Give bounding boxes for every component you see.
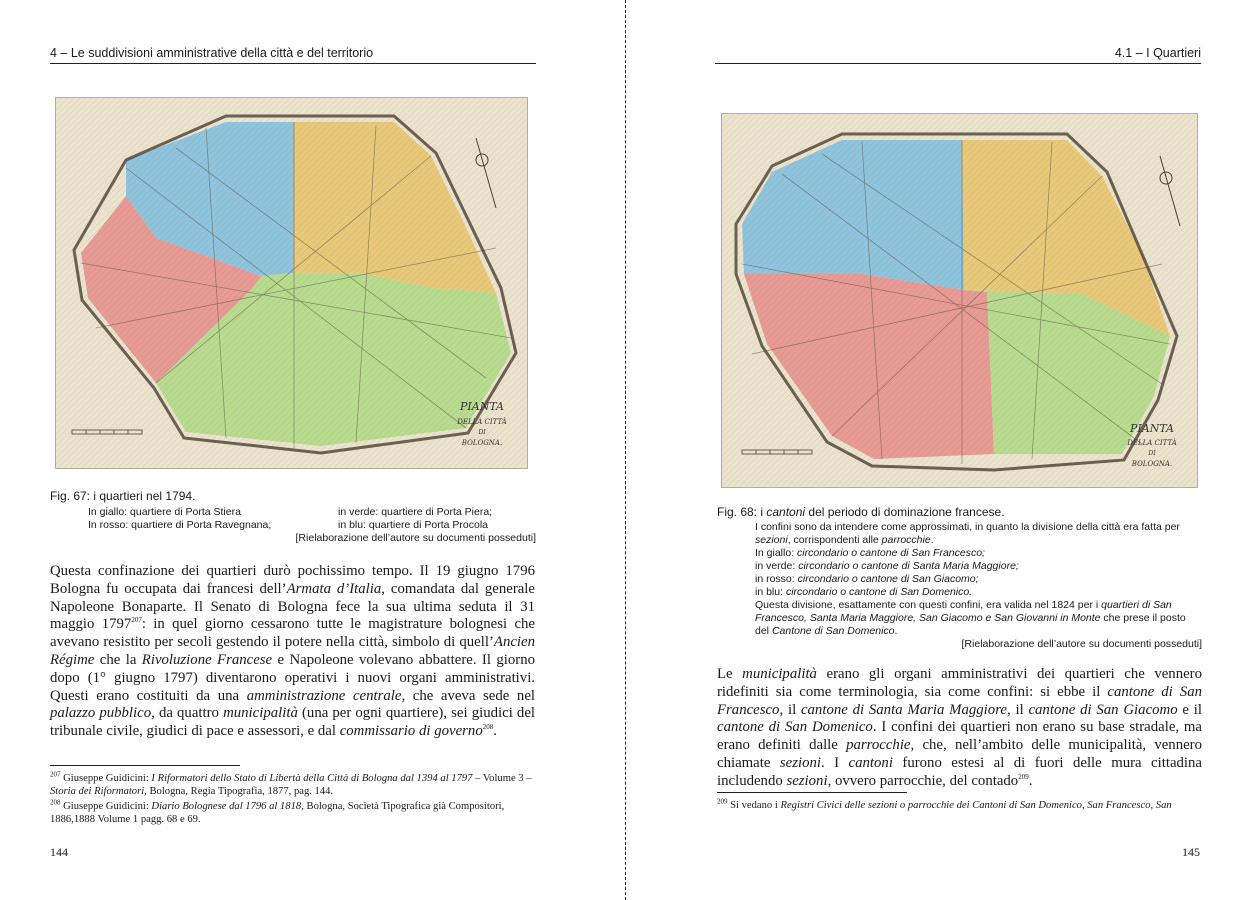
page-number: 144 bbox=[50, 845, 68, 859]
footnotes bbox=[50, 772, 535, 828]
body-paragraph: Questa confinazione dei quartieri durò pochissimo tempo. Il 19 giugno 1796 Bologna fu occupata dai francesi dell’Armata d’Italia, comandata dal generale Napoleone Bonaparte. Il Senato di Bologna fece la sua ultima seduta il 31 maggio 1797$^{207}$: in quel giorno cessarono tutte le magistrature bolognesi che avevano resistito per secoli gestendo il potere nella città, simbolo di quell’Ancien Régime che la Rivoluzione Francese e Napoleone volevano abbattere. Il giorno dopo (1° giugno 1797) diventarono operativi i nuovi organi amministrativi. Questi erano costituiti da una amministrazione centrale, che aveva sede nel palazzo pubblico, da quattro municipalità (una per ogni quartiere), sei giudici del tribunale civile, giudici di pace e assessori, e dal commissario di governo$^{208}$. bbox=[50, 563, 536, 740]
footnote-rule bbox=[50, 765, 240, 766]
legend-yellow: In giallo: quartiere di Porta Stiera bbox=[88, 506, 241, 518]
footnote-208: $^{208}$ Giuseppe Guidicini: Diario Bolognese dal 1796 al 1818, Bologna, Società Tipografica già Compositori, 1886,1888 Volume 1 pagg. 68 e 69. bbox=[50, 798, 505, 826]
bologna-map-french-period bbox=[722, 114, 1197, 487]
caption-source: [Rielaborazione dell’autore su documenti posseduti] bbox=[961, 638, 1202, 650]
map-title-line-1: PIANTA bbox=[1130, 422, 1174, 435]
footnotes bbox=[717, 799, 1202, 813]
map-cartouche bbox=[1126, 422, 1177, 468]
map-title-line-1: PIANTA bbox=[460, 400, 504, 413]
page-gutter bbox=[625, 0, 626, 900]
legend-green: in verde: circondario o cantone di Santa Maria Maggiore; bbox=[755, 560, 1019, 572]
legend-red: In rosso: quartiere di Porta Ravegnana; bbox=[88, 519, 272, 531]
caption-body bbox=[755, 521, 1202, 638]
caption-title: Fig. 67: i quartieri nel 1794. bbox=[50, 489, 196, 503]
legend-blue: in blu: quartiere di Porta Procola bbox=[338, 519, 488, 531]
map-figure-67 bbox=[55, 97, 528, 469]
footnote-rule bbox=[717, 792, 907, 793]
right-page bbox=[627, 0, 1252, 900]
running-head: 4 – Le suddivisioni amministrative della città e del territorio bbox=[50, 46, 536, 64]
caption-source: [Rielaborazione dell’autore su documenti posseduti] bbox=[295, 532, 536, 544]
figure-caption bbox=[717, 505, 1202, 650]
map-title-line-3: DI bbox=[478, 429, 486, 436]
legend-green: in verde: quartiere di Porta Piera; bbox=[338, 506, 493, 518]
bologna-map-1794 bbox=[56, 98, 527, 468]
map-title-line-4: BOLOGNA. bbox=[1131, 460, 1173, 468]
map-title-line-3: DI bbox=[1148, 450, 1156, 457]
body-paragraph: Le municipalità erano gli organi amministrativi dei quartieri che vennero ridefiniti sia come terminologia, sia come confini: si ebbe il cantone di San Francesco, il cantone di Santa Maria Maggiore, il cantone di San Giacomo e il cantone di San Domenico. I confini dei quartieri non erano su base stradale, ma erano definiti dalle parrocchie, che, nell’ambito delle municipalità, vennero chiamate sezioni. I cantoni furono estesi al di fuori delle mura cittadina includendo sezioni, ovvero parrocchie, del contado$^{209}$. bbox=[717, 666, 1202, 789]
map-cartouche bbox=[456, 400, 507, 447]
legend-yellow: In giallo: circondario o cantone di San Francesco; bbox=[755, 547, 985, 559]
legend-red: in rosso: circondario o cantone di San Giacomo; bbox=[755, 573, 979, 585]
map-title-line-4: BOLOGNA. bbox=[461, 439, 503, 447]
page-number: 145 bbox=[1182, 845, 1200, 859]
map-title-line-2: DELLA CITTÀ bbox=[1127, 439, 1177, 447]
caption-title: Fig. 68: i cantoni del periodo di dominazione francese. bbox=[717, 505, 1005, 519]
legend-blue: in blu: circondario o cantone di San Domenico. bbox=[755, 586, 973, 598]
running-head: 4.1 – I Quartieri bbox=[715, 46, 1201, 64]
left-page bbox=[0, 0, 625, 900]
footnote-209: $^{209}$ Si vedano i Registri Civici delle sezioni o parrocchie dei Cantoni di San Domenico, San Francesco, San bbox=[717, 797, 1172, 811]
map-figure-68 bbox=[721, 113, 1198, 488]
footnote-207: $^{207}$ Giuseppe Guidicini: I Riformatori dello Stato di Libertà della Città di Bologna dal 1394 al 1797 – Volume 3 – Storia dei Riformatori, Bologna, Regia Tipografia, 1877, pag. 144. bbox=[50, 770, 532, 798]
caption-validity-note: Questa divisione, esattamente con questi confini, era valida nel 1824 per i quartieri di San Francesco, Santa Maria Maggiore, San Giacomo e San Giovanni in Monte che prese il posto del Cantone di San Domenico. bbox=[755, 599, 1186, 637]
caption-legend bbox=[88, 506, 536, 532]
map-title-line-2: DELLA CITTÀ bbox=[457, 418, 507, 426]
figure-caption bbox=[50, 489, 536, 544]
caption-note: I confini sono da intendere come approssimati, in quanto la divisione della città era fatta per sezioni, corrispondenti alle parrocchie. bbox=[755, 521, 1180, 546]
